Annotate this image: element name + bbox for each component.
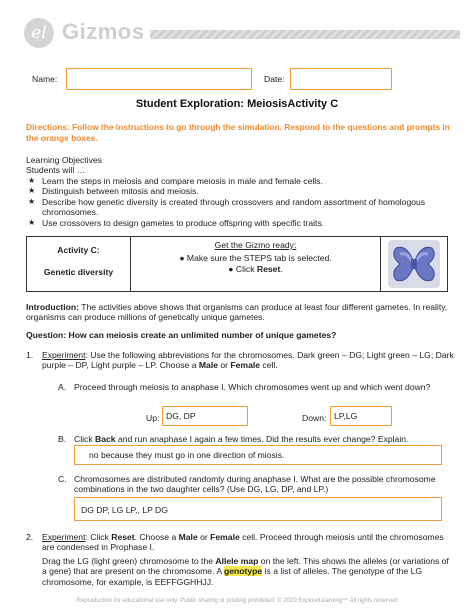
- objectives-list: [26, 176, 454, 228]
- q1a-text: Proceed through meiosis to anaphase I. Which chromosomes went up and which went down?: [74, 382, 431, 392]
- objective-item: ★ Distinguish between mitosis and meiosis.: [26, 186, 454, 196]
- activity-table: [26, 236, 448, 292]
- date-label: Date:: [264, 74, 285, 84]
- date-field[interactable]: [290, 68, 392, 90]
- introduction-paragraph: [26, 302, 454, 323]
- name-field[interactable]: [66, 68, 252, 90]
- objectives-intro: Students will …: [26, 165, 86, 176]
- get-ready-heading: Get the Gizmo ready:: [214, 240, 297, 250]
- up-answer-field[interactable]: DG, DP: [162, 406, 248, 426]
- get-ready-cell: [131, 237, 381, 291]
- main-question: Question: How can meiosis create an unlimited number of unique gametes?: [26, 330, 337, 340]
- gizmo-thumbnail-cell: [381, 237, 447, 291]
- genotype-highlight: genotype: [224, 566, 263, 577]
- gizmos-header: [0, 0, 474, 58]
- activity-topic: Genetic diversity: [43, 267, 114, 277]
- objective-item: ★ Use crossovers to design gametes to produce offspring with specific traits.: [26, 218, 454, 228]
- q1c-text: Chromosomes are distributed randomly during anaphase I. What are the possible chromosome combinations in the two daughter cells? (Use DG, LG, DP, and LP.): [74, 474, 436, 495]
- name-label: Name:: [32, 74, 58, 84]
- header-stripe-bar: [150, 30, 460, 39]
- q1-number: 1.: [26, 350, 34, 360]
- copyright-footer: Reproduction for educational use only. Public sharing or posting prohibited. © 2020 ExploreLearning™ All rights reserved: [76, 598, 398, 604]
- explorelearning-logo-icon: el: [24, 18, 54, 48]
- chromosome-icon: [388, 240, 440, 288]
- q2-number: 2.: [26, 532, 34, 542]
- q1-experiment-text: Experiment: Use the following abbreviations for the chromosomes. Dark green – DG; Light green – LG; Dark purple – DP, Light purple – LP. Choose a Male or Female cell.: [42, 350, 454, 371]
- page-title: Student Exploration: MeiosisActivity C: [135, 98, 339, 110]
- objectives-heading: Learning Objectives: [26, 155, 102, 165]
- q2-experiment-text: Experiment: Click Reset. Choose a Male or Female cell. Proceed through meiosis until the chromosomes are condensed in Prophase I.: [42, 532, 444, 553]
- learning-objectives: [26, 155, 454, 228]
- q1c-letter: C.: [58, 474, 67, 484]
- activity-label-cell: [27, 237, 131, 291]
- objective-item: ★ Learn the steps in meiosis and compare meiosis in male and female cells.: [26, 176, 454, 186]
- introduction-text: The activities above shows that organisms can produce at least four different gametes. In reality, organisms can produce millions of genetically unique gametes.: [26, 302, 448, 323]
- q1b-answer-field[interactable]: no because they must go in one direction of miosis.: [74, 445, 442, 465]
- q1b-text: Click Back and run anaphase I again a few times. Did the results ever change? Explain.: [74, 434, 409, 444]
- chromosome-thumbnail-image: [388, 240, 440, 288]
- q1a-letter: A.: [58, 382, 67, 392]
- get-ready-step: ● Make sure the STEPS tab is selected.: [179, 253, 332, 264]
- introduction-label: Introduction:: [26, 302, 79, 312]
- directions-text: Directions: Follow the instructions to go through the simulation. Respond to the questions and prompts in the orange boxes.: [26, 122, 450, 143]
- up-label: Up:: [146, 413, 160, 423]
- gizmos-logo-text: Gizmos: [62, 19, 145, 44]
- q1c-answer-field[interactable]: DG DP, LG LP,, LP DG: [74, 497, 442, 521]
- down-answer-field[interactable]: LP,LG: [330, 406, 392, 426]
- get-ready-step: ● Click Reset.: [228, 263, 283, 274]
- q2-allele-paragraph: Drag the LG (light green) chromosome to the Allele map on the left. This shows the alleles (or variations of a gene) that are present on the chromosome. A genotype is a list of alleles. The genotype of the LG chromosome, for example, is EEFFGGHHJJ.: [42, 556, 449, 587]
- activity-label: Activity C:: [57, 245, 100, 255]
- q1b-letter: B.: [58, 434, 67, 444]
- down-label: Down:: [302, 413, 327, 423]
- objective-item: ★ Describe how genetic diversity is created through crossovers and random assortment of homologous chromosomes.: [26, 197, 454, 218]
